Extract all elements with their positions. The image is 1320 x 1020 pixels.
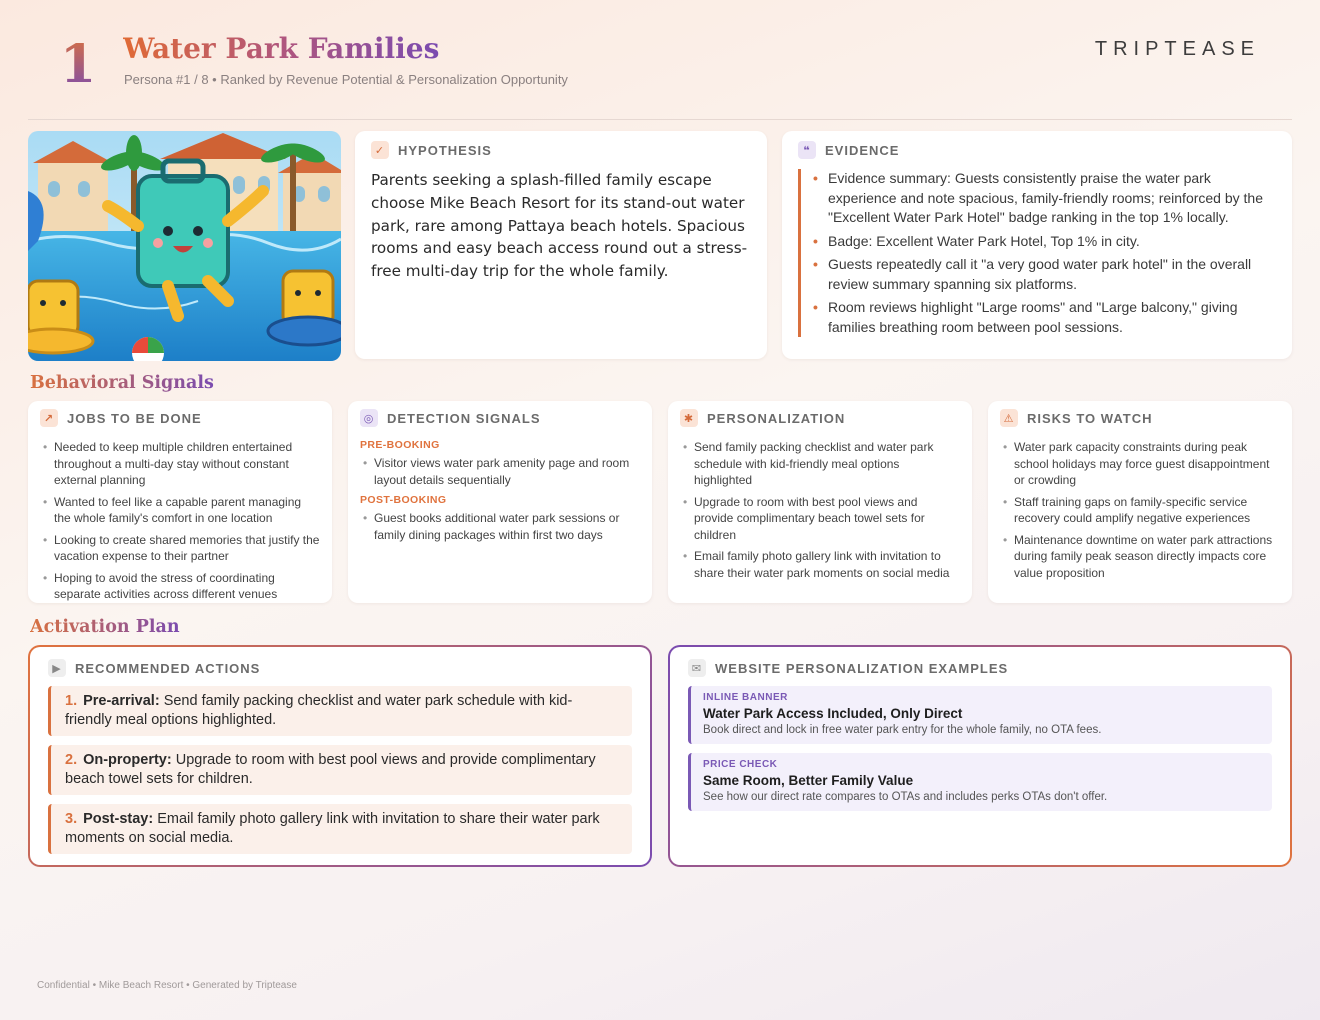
step-number: 2. — [65, 752, 78, 768]
jobs-label: JOBS TO BE DONE — [67, 410, 202, 426]
step-phase: On-property: — [83, 752, 172, 768]
arrow-up-right-icon: ↗ — [40, 409, 58, 427]
action-step — [48, 745, 632, 795]
example-description: See how our direct rate compares to OTAs and includes perks OTAs don't offer. — [703, 791, 1108, 803]
post-booking-list — [360, 510, 640, 543]
evidence-label: EVIDENCE — [825, 142, 900, 158]
website-example — [688, 686, 1272, 744]
example-label: PRICE CHECK — [703, 759, 778, 770]
evidence-header — [798, 141, 1276, 159]
play-icon: ▶ — [48, 659, 66, 677]
website-header — [688, 659, 1272, 677]
example-title: Same Room, Better Family Value — [703, 773, 914, 788]
list-item: • Visitor views water park amenity page and room layout details sequentially — [360, 455, 640, 488]
list-item: • Hoping to avoid the stress of coordinating separate activities across different venues — [40, 570, 320, 603]
step-number: 3. — [65, 811, 78, 827]
example-description: Book direct and lock in free water park entry for the whole family, no OTA fees. — [703, 724, 1102, 736]
check-icon: ✓ — [371, 141, 389, 159]
risks-header — [1000, 409, 1280, 427]
website-example — [688, 753, 1272, 811]
list-item: • Guest books additional water park sessions or family dining packages within first two days — [360, 510, 640, 543]
list-item: • Send family packing checklist and water park schedule with kid-friendly meal options highlighted — [680, 439, 960, 489]
detection-signals-card — [348, 401, 652, 603]
list-item: • Wanted to feel like a capable parent managing the whole family's comfort in one location — [40, 494, 320, 527]
page-header — [28, 28, 1292, 120]
pre-booking-list — [360, 455, 640, 488]
list-item: • Email family photo gallery link with invitation to share their water park moments on social media — [680, 548, 960, 581]
envelope-icon: ✉ — [688, 659, 706, 677]
hypothesis-card — [355, 131, 767, 359]
action-step — [48, 804, 632, 854]
action-step — [48, 686, 632, 736]
page-title: Water Park Families — [123, 32, 440, 65]
actions-label: RECOMMENDED ACTIONS — [75, 660, 261, 676]
step-number: 1. — [65, 693, 78, 709]
warning-icon: ⚠ — [1000, 409, 1018, 427]
personalization-label: PERSONALIZATION — [707, 410, 846, 426]
list-item: • Looking to create shared memories that justify the vacation expense to their partner — [40, 532, 320, 565]
personalization-card — [668, 401, 972, 603]
list-item: • Needed to keep multiple children entertained throughout a multi-day stay without constant external planning — [40, 439, 320, 489]
list-item: • Maintenance downtime on water park attractions during family peak season directly impacts core value proposition — [1000, 532, 1280, 582]
sparkle-icon: ✱ — [680, 409, 698, 427]
risks-label: RISKS TO WATCH — [1027, 410, 1153, 426]
step-phase: Pre-arrival: — [83, 693, 160, 709]
evidence-list — [798, 169, 1276, 337]
evidence-card — [782, 131, 1292, 359]
risks-list — [1000, 439, 1280, 581]
detection-header — [360, 409, 640, 427]
list-item: • Water park capacity constraints during peak school holidays may force guest disappointment or crowding — [1000, 439, 1280, 489]
step-phase: Post-stay: — [83, 811, 154, 827]
jobs-list — [40, 439, 320, 603]
activation-plan-title: Activation Plan — [30, 617, 180, 637]
detection-label: DETECTION SIGNALS — [387, 410, 541, 426]
list-item: • Upgrade to room with best pool views and provide complimentary beach towel sets for children — [680, 494, 960, 544]
page-footer: Confidential • Mike Beach Resort • Generated by Triptease — [37, 980, 297, 991]
hero-illustration — [28, 131, 341, 361]
pre-booking-label: PRE-BOOKING — [360, 439, 440, 451]
jobs-to-be-done-card — [28, 401, 332, 603]
page-subtitle: Persona #1 / 8 • Ranked by Revenue Potential & Personalization Opportunity — [124, 72, 568, 87]
hypothesis-label: HYPOTHESIS — [398, 142, 492, 158]
jobs-header — [40, 409, 320, 427]
quote-icon: ❝ — [798, 141, 816, 159]
website-label: WEBSITE PERSONALIZATION EXAMPLES — [715, 660, 1009, 676]
step-text: Send family packing checklist and water park schedule with kid-friendly meal options highlighted. — [65, 693, 573, 728]
personalization-header — [680, 409, 960, 427]
persona-rank: 1 — [60, 34, 97, 95]
hypothesis-text: Parents seeking a splash-filled family escape choose Mike Beach Resort for its stand-out water park, rare among Pattaya beach hotels. Spacious rooms and easy beach access round out a stress-free multi-day trip for the whole family. — [371, 171, 748, 281]
evidence-item: • Evidence summary: Guests consistently praise the water park experience and note spacious, family-friendly rooms; reinforced by the "Excellent Water Park Hotel" badge ranking in the top 1% locally. — [811, 169, 1276, 228]
water-park-illustration — [28, 131, 341, 361]
evidence-item: • Room reviews highlight "Large rooms" and "Large balcony," giving families breathing room between pool sessions. — [811, 298, 1276, 337]
post-booking-label: POST-BOOKING — [360, 494, 447, 506]
example-title: Water Park Access Included, Only Direct — [703, 706, 963, 721]
behavioral-signals-title: Behavioral Signals — [30, 373, 214, 393]
personalization-list — [680, 439, 960, 581]
recommended-actions-card — [28, 645, 652, 867]
risks-card — [988, 401, 1292, 603]
actions-header — [48, 659, 632, 677]
list-item: • Staff training gaps on family-specific service recovery could amplify negative experiences — [1000, 494, 1280, 527]
target-icon: ◎ — [360, 409, 378, 427]
brand-logo: TRIPTEASE — [1094, 38, 1260, 60]
hypothesis-header — [371, 141, 751, 159]
step-text: Email family photo gallery link with invitation to share their water park moments on social media. — [65, 811, 600, 846]
evidence-item: • Badge: Excellent Water Park Hotel, Top 1% in city. — [811, 232, 1276, 252]
evidence-item: • Guests repeatedly call it "a very good water park hotel" in the overall review summary spanning six platforms. — [811, 255, 1276, 294]
example-label: INLINE BANNER — [703, 692, 788, 703]
website-personalization-card — [668, 645, 1292, 867]
step-text: Upgrade to room with best pool views and provide complimentary beach towel sets for children. — [65, 752, 596, 787]
